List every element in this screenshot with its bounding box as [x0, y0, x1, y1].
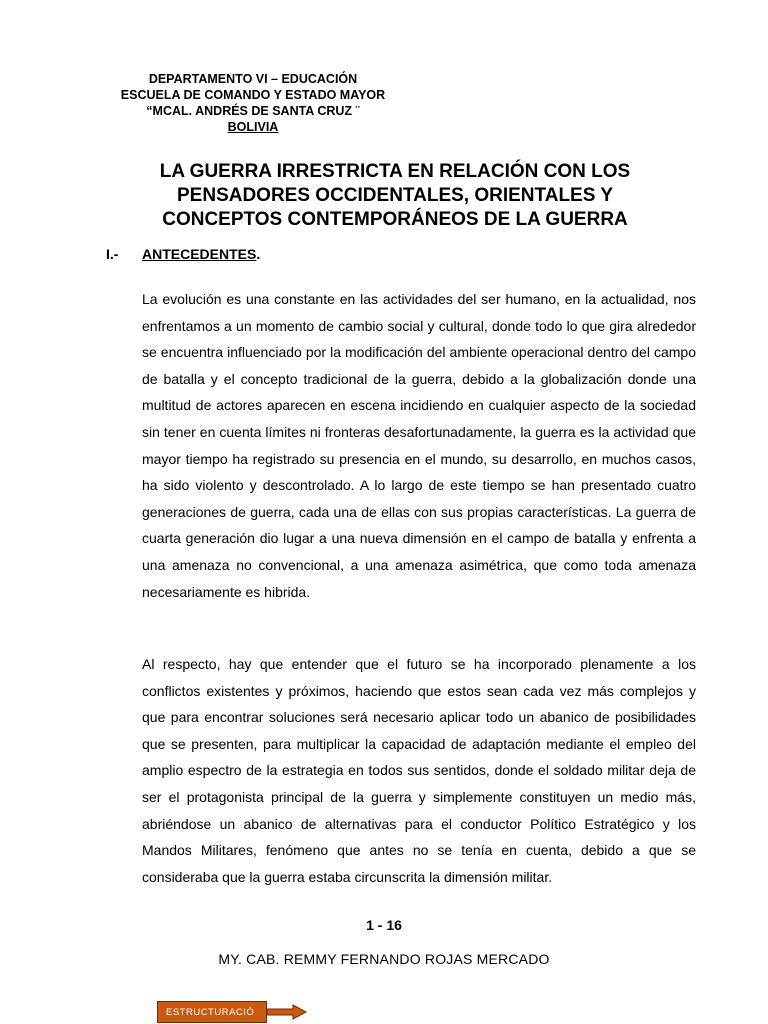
- header-school: ESCUELA DE COMANDO Y ESTADO MAYOR: [120, 88, 386, 102]
- institution-header: [110, 71, 396, 135]
- structure-nav-button[interactable]: ESTRUCTURACIÓ: [157, 1001, 267, 1023]
- page-number: 1 - 16: [366, 917, 402, 933]
- document-title: LA GUERRA IRRESTRICTA EN RELACIÓN CON LOS PENSADORES OCCIDENTALES, ORIENTALES Y CONCEPTOS CONTEMPORÁNEOS DE LA GUERRA: [159, 161, 631, 230]
- header-honoree: “MCAL. ANDRÉS DE SANTA CRUZ ¨: [146, 104, 360, 118]
- section-heading-text: ANTECEDENTES: [142, 246, 257, 262]
- section-heading-suffix: .: [256, 246, 261, 262]
- header-department: DEPARTAMENTO VI – EDUCACIÓN: [148, 72, 358, 86]
- section-number: I.-: [106, 246, 119, 262]
- body-paragraph-1: La evolución es una constante en las actividades del ser humano, en la actualidad, nos enfrentamos a un momento de cambio social y cultural, donde todo lo que gira alrededor se encuentra influenciado por la modificación del ambiente operacional dentro del campo de batalla y el concepto tradicional de la guerra, debido a la globalización donde una multitud de actores aparecen en escena incidiendo en cualquier aspecto de la sociedad sin tener en cuenta límites ni fronteras desafortunadamente, la guerra es la actividad que mayor tiempo ha registrado su presencia en el mundo, su desarrollo, en muchos casos, ha sido violento y descontrolado. A lo largo de este tiempo se han presentado cuatro generaciones de guerra, cada una de ellas con sus propias características. La guerra de cuarta generación dio lugar a una nueva dimensión en el campo de batalla y enfrenta a una amenaza no convencional, a una amenaza asimétrica, que como toda amenaza necesariamente es hibrida.: [142, 291, 696, 600]
- right-arrow-icon[interactable]: [267, 1004, 307, 1020]
- section-heading: [142, 246, 260, 262]
- header-country: BOLIVIA: [227, 120, 279, 134]
- body-paragraph-2: Al respecto, hay que entender que el futuro se ha incorporado plenamente a los conflictos existentes y próximos, haciendo que estos sean cada vez más complejos y que para encontrar soluciones será necesario aplicar todo un abanico de posibilidades que se presenten, para multiplicar la capacidad de adaptación mediante el empleo del amplio espectro de la estrategia en todos sus sentidos, donde el soldado militar deja de ser el protagonista principal de la guerra y simplemente constituyen un medio más, abriéndose un abanico de alternativas para el conductor Político Estratégico y los Mandos Militares, fenómeno que antes no se tenía en cuenta, debido a que se consideraba que la guerra estaba circunscrita la dimensión militar.: [142, 656, 696, 885]
- footer-author: MY. CAB. REMMY FERNANDO ROJAS MERCADO: [218, 951, 550, 967]
